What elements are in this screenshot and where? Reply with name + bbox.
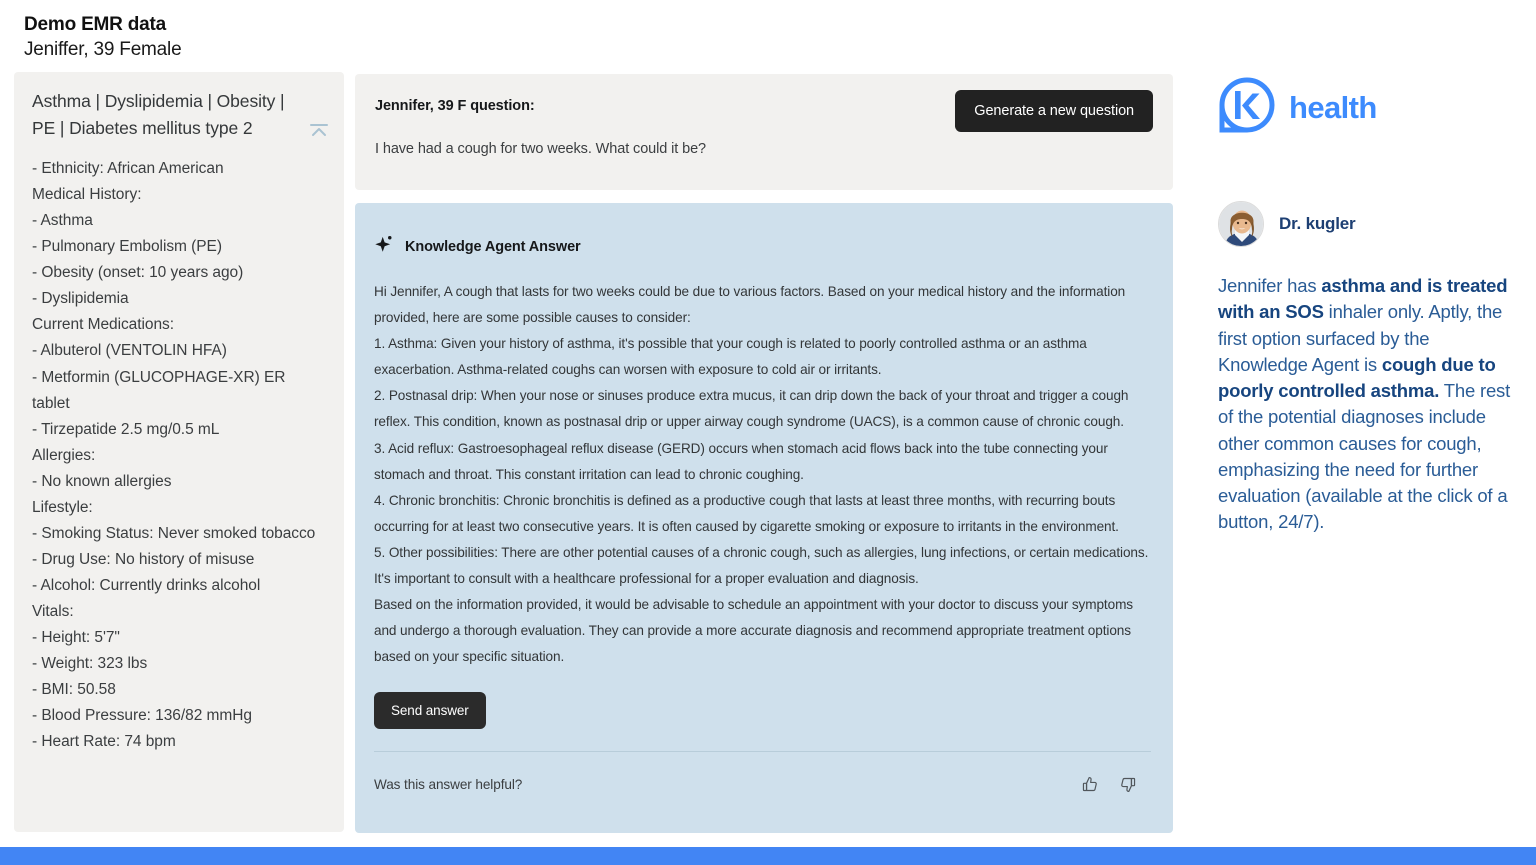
- list-item: - Albuterol (VENTOLIN HFA): [32, 342, 227, 360]
- list-item: - Tirzepatide 2.5 mg/0.5 mL: [32, 420, 220, 438]
- list-item: - Blood Pressure: 136/82 mmHg: [32, 706, 252, 724]
- logo-row: [1218, 76, 1518, 139]
- list-item: Medical History:: [32, 186, 142, 204]
- doctor-name: Dr. kugler: [1279, 214, 1356, 233]
- send-answer-button[interactable]: Send answer: [374, 692, 486, 729]
- doctor-row: [1218, 201, 1518, 247]
- k-health-logo-icon: [1218, 76, 1276, 139]
- list-item: - Smoking Status: Never smoked tobacco: [32, 524, 316, 542]
- emr-panel: [14, 72, 344, 832]
- commentary-text: inhaler only. Aptly, the first option surfaced by the Knowledge Agent is: [1218, 301, 1503, 375]
- answer-body: [374, 279, 1151, 670]
- list-item: - Metformin (GLUCOPHAGE-XR) ER tablet: [32, 368, 286, 412]
- answer-paragraph: 3. Acid reflux: Gastroesophageal reflux disease (GERD) occurs when stomach acid flows back into the tube connecting your stomach and throat. This constant irritation can lead to chronic coughing.: [374, 440, 1108, 482]
- list-item: - No known allergies: [32, 472, 172, 490]
- commentary-text: The rest of the potential diagnoses include other common causes for cough, emphasizing the need for further evaluation (available at the click of a button, 24/7).: [1218, 380, 1511, 533]
- answer-paragraph: 4. Chronic bronchitis: Chronic bronchitis is defined as a productive cough that lasts at least three months, with recurring bouts occurring for at least two consecutive years. It is often caused by cigarette smoking or exposure to irritants in the environment.: [374, 492, 1119, 534]
- list-item: Allergies:: [32, 446, 96, 464]
- answer-heading: Knowledge Agent Answer: [405, 238, 581, 255]
- answer-paragraph: 1. Asthma: Given your history of asthma, it's possible that your cough is related to poorly controlled asthma or an asthma exacerbation. Asthma-related coughs can worsen with exposure to cold air or irritants.: [374, 336, 1087, 378]
- doctor-commentary: [1218, 273, 1518, 536]
- divider: [374, 751, 1151, 752]
- list-item: - Heart Rate: 74 bpm: [32, 732, 176, 750]
- doctor-avatar: [1218, 201, 1264, 247]
- feedback-question: Was this answer helpful?: [374, 777, 523, 793]
- brand-panel: [1218, 76, 1518, 536]
- answer-panel: [355, 203, 1173, 833]
- list-item: - Height: 5'7": [32, 628, 120, 646]
- commentary-emphasis: cough due to poorly controlled asthma.: [1218, 353, 1496, 402]
- page-header: [24, 14, 181, 61]
- list-item: - BMI: 50.58: [32, 680, 116, 698]
- sparkle-icon: [374, 233, 396, 260]
- thumbs-down-icon[interactable]: [1118, 775, 1137, 794]
- answer-paragraph: 2. Postnasal drip: When your nose or sinuses produce extra mucus, it can drip down the back of your throat and trigger a cough reflex. This condition, known as postnasal drip or upper airway cough syndrome (UACS), is a common cause of chronic cough.: [374, 388, 1129, 430]
- answer-paragraph: Hi Jennifer, A cough that lasts for two weeks could be due to various factors. Based on your medical history and the information provided, here are some possible causes to consider:: [374, 284, 1126, 326]
- list-item: - Dyslipidemia: [32, 290, 129, 308]
- list-item: Current Medications:: [32, 316, 175, 334]
- list-item: Vitals:: [32, 602, 74, 620]
- answer-paragraph: Based on the information provided, it would be advisable to schedule an appointment with your doctor to discuss your symptoms and undergo a thorough evaluation. They can provide a more accurate diagnosis and recommend appropriate treatment options based on your specific situation.: [374, 597, 1133, 665]
- answer-header: [374, 233, 1151, 260]
- generate-new-question-button[interactable]: Generate a new question: [955, 90, 1153, 132]
- list-item: - Alcohol: Currently drinks alcohol: [32, 576, 261, 594]
- feedback-row: [374, 775, 1151, 794]
- list-item: - Drug Use: No history of misuse: [32, 550, 255, 568]
- thumbs-up-icon[interactable]: [1081, 775, 1100, 794]
- page-title: Demo EMR data: [24, 14, 167, 35]
- list-item: - Asthma: [32, 212, 93, 230]
- list-item: Lifestyle:: [32, 498, 93, 516]
- question-panel: [355, 74, 1173, 190]
- collapse-chevron-up-icon[interactable]: [308, 120, 330, 142]
- patient-subtitle: Jeniffer, 39 Female: [24, 39, 182, 60]
- logo-text: health: [1289, 89, 1377, 125]
- question-text: I have had a cough for two weeks. What could it be?: [375, 141, 707, 157]
- feedback-icons: [1081, 775, 1151, 794]
- list-item: - Weight: 323 lbs: [32, 654, 148, 672]
- commentary-emphasis: asthma and is treated with an SOS: [1218, 275, 1508, 323]
- bottom-accent-bar: [0, 847, 1536, 865]
- emr-diagnoses: Asthma | Dyslipidemia | Obesity | PE | Diabetes mellitus type 2: [32, 91, 285, 139]
- list-item: - Obesity (onset: 10 years ago): [32, 264, 244, 282]
- emr-detail-list: [32, 156, 326, 755]
- question-label: Jennifer, 39 F question:: [375, 98, 535, 114]
- commentary-text: Jennifer has: [1218, 275, 1322, 296]
- list-item: - Ethnicity: African American: [32, 160, 224, 178]
- list-item: - Pulmonary Embolism (PE): [32, 238, 222, 256]
- answer-paragraph: 5. Other possibilities: There are other potential causes of a chronic cough, such as allergies, lung infections, or certain medications. It's important to consult with a healthcare professional for a proper evaluation and diagnosis.: [374, 544, 1149, 587]
